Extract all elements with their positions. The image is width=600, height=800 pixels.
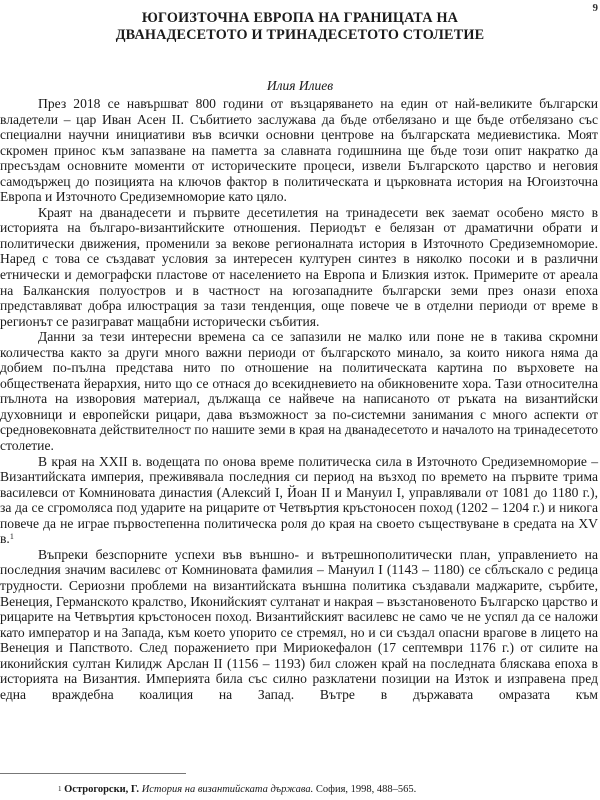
footnote-number: 1	[58, 785, 62, 793]
paragraph-3: Данни за тези интересни времена са се запазили не малко или поне не в такива скромни количества както за други много важни периоди от българското минало, за които никога няма да добием по-пълна представа нито по отношение на политическата картина по върховете на обществената йерархия, нито що се отнася до всекидневието на обикновените хора. Тази относителна пълнота на изворовия материал, дължаща се найвече на написаното от ръката на византийски духовници и европейски рицари, дава възможност за по-системни занимания с много аспекти от средновековната действителност по нашите земи в края на дванадесетото и началото на тринадесетото столетие.	[0, 329, 598, 454]
article-title	[0, 10, 600, 44]
article-title-line-2: ДВАНАДЕСЕТОТО И ТРИНАДЕСЕТОТО СТОЛЕТИЕ	[115, 27, 485, 43]
article-author: Илия Илиев	[266, 78, 334, 93]
footnote-details: София, 1998, 488–565.	[315, 784, 417, 795]
paragraph-1: През 2018 се навършват 800 години от възцаряването на един от най-великите български владетели – цар Иван Асен II. Събитието заслужава да бъде отбелязано и ще бъде отбелязано със специални научни инициативи във всички основни центрове на българската медиевистика. Моят скромен принос към запазване на паметта за славната годишнина ще бъде този опит накратко да пресъздам основните моменти от историческите процеси, извели Българското царство и неговия самодържец до позицията на ключов фактор в политическата и църковната история на Югоизточна Европа и Източното Средиземноморие като цяло.	[0, 96, 598, 205]
footnote-work-title: История на византийската държава.	[141, 784, 314, 795]
footnote-author: Острогорски, Г.	[64, 784, 140, 795]
paragraph-5: Въпреки безспорните успехи във външно- и вътрешнополитически план, управлението на последния значим василевс от Комниновата фамилия – Мануил I (1143 – 1180) се сблъскало с редица трудности. Сериозни проблеми на византийската външна политика създавали маджарите, сърбите, Венеция, Германското кралство, Иконийският султанат и накрая – възстановеното Българско царство и рицарите на Четвъртия кръстоносен поход. Византийският василевс не само че не успял да се наложи като император и на Запада, към което упорито се стремял, но и си създал опасни врагове в лицето на Венеция и Папството. След поражението при Мириокефалон (17 септември 1176 г.) от силите на иконийския султан Килидж Арслан II (1156 – 1193) бил сложен край на последната бляскава епоха в историята на Византия. Империята била със силно разклатени позиции на Изток и изправена пред една враждебна коалиция на Запад. Вътре в държавата омразата към	[0, 546, 598, 702]
footnote	[58, 783, 416, 796]
footnote-separator	[0, 773, 186, 774]
article-title-line-1: ЮГОИЗТОЧНА ЕВРОПА НА ГРАНИЦАТА НА	[141, 10, 459, 26]
article-body	[0, 96, 598, 702]
paragraph-4	[0, 454, 598, 547]
page-number: 9	[592, 2, 598, 14]
paragraph-2: Краят на дванадесети и първите десетилетия на тринадесети век заемат особено място в историята на българо-византийските отношения. Периодът е белязан от драматични обрати и политически движения, променили за векове регионалната история в Източното Средиземноморие. Наред с това се създават условия за интересен културен синтез в няколко посоки и в различни етнически и демографски пластове от населението на Европа и Близкия изток. Примерите от ареала на Балканския полуостров и в частност на югозападните български земи през онази епоха представляват добра илюстрация за тази тенденция, още повече че в отделни периоди от време в регионът се разиграват мащабни исторически събития.	[0, 204, 598, 329]
paragraph-4-text: В края на XXII в. водещата по онова време политическа сила в Източното Средиземноморие – Византийската империя, преживявала последния си период на възход по времето на първите трима василевси от Комниновата династия (Алексий I, Йоан II и Мануил I, управлявали от 1081 до 1180 г.), за да се сгромоляса под ударите на рицарите от Четвъртия кръстоносен поход (1202 – 1204 г.) и никога повече да не играе първостепенна политическа роля до края на своето съществуване в средата на XV в.	[0, 453, 598, 547]
footnote-reference[interactable]: 1	[9, 532, 14, 542]
